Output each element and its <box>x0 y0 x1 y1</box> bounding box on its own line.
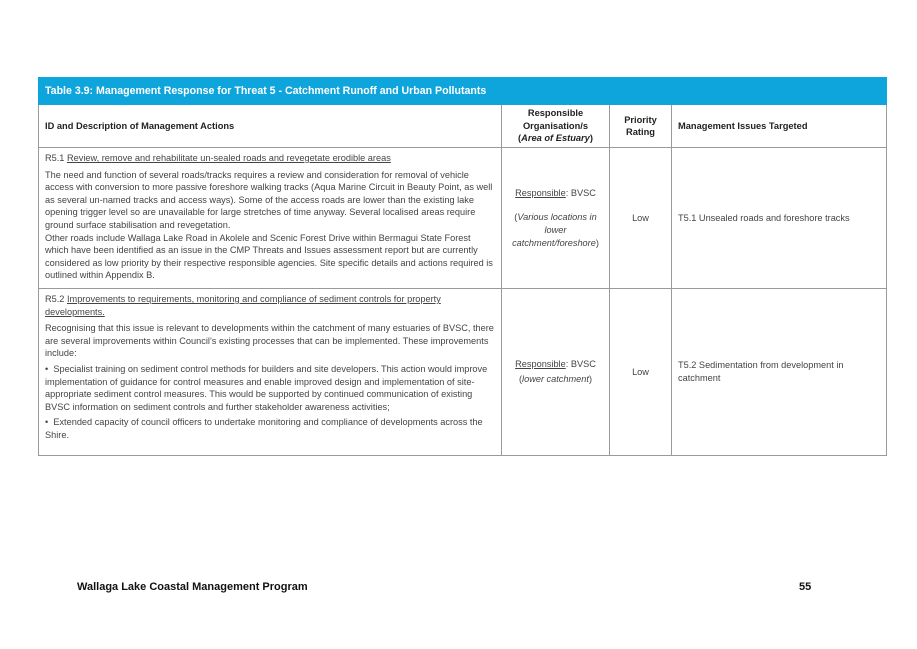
header-priority: Priority Rating <box>610 105 672 148</box>
header-responsible-line2: Organisation/s <box>522 120 589 131</box>
header-responsible-line1: Responsible <box>527 108 584 119</box>
table-row <box>39 288 887 455</box>
action-paragraph: The need and function of several roads/tracks requires a review and consideration for removal of vehicle access with conversion to more passive foreshore walking tracks (Aqua Marine Circuit in Beauty Point, as well as several un-named tracks and access ways). Some of the access roads are lower than the existing lake opening trigger level so are unavailable for large stretches of time anyway. Several localised areas require ground surface stabilisation and revegetation. <box>45 169 493 230</box>
action-heading: R5.2 Improvements to requirements, monitoring and compliance of sediment controls for property developments. <box>45 293 441 317</box>
table-header-row <box>39 105 887 148</box>
issue-targeted: T5.2 Sedimentation from development in catchment <box>672 288 887 455</box>
priority-rating: Low <box>610 288 672 455</box>
footer-page-number: 55 <box>799 581 812 593</box>
responsible-organisation: Responsible: BVSC (lower catchment) <box>502 288 610 455</box>
action-paragraph: Recognising that this issue is relevant to developments within the catchment of many estuaries of BVSC, there are several improvements within Council’s existing processes that can be implemented. These improvements include: <box>45 323 494 359</box>
priority-rating: Low <box>610 148 672 289</box>
header-issues: Management Issues Targeted <box>672 105 887 148</box>
header-id-description: ID and Description of Management Actions <box>39 105 502 148</box>
table-row <box>39 148 887 289</box>
table-title-row <box>39 78 887 105</box>
action-heading: R5.1 Review, remove and rehabilitate un-sealed roads and revegetate erodible areas <box>45 153 391 163</box>
action-description <box>39 148 502 289</box>
action-paragraph: Other roads include Wallaga Lake Road in Akolele and Scenic Forest Drive within Bermagui State Forest which have been identified as an issue in the CMP Threats and Issues assessment report but are currently considered as low priority by their respective responsible agencies. Site specific details and actions required is outlined within Appendix B. <box>45 232 493 281</box>
management-response-table <box>38 77 887 456</box>
action-bullet: • Specialist training on sediment control methods for builders and site developers. This action would improve implementation of guidance for control measures and enable improved design and implementation of site-appropriate sediment control measures. This would be supported by continued communication of existing BVSC information on sediment controls and further stakeholder awareness activities; <box>45 363 488 412</box>
table-title: Table 3.9: Management Response for Threat 5 - Catchment Runoff and Urban Pollutants <box>39 78 887 105</box>
issue-targeted: T5.1 Unsealed roads and foreshore tracks <box>672 148 887 289</box>
action-bullet: • Extended capacity of council officers to undertake monitoring and compliance of developments across the Shire. <box>45 417 483 440</box>
footer-document-title: Wallaga Lake Coastal Management Program <box>77 581 308 593</box>
action-description <box>39 288 502 455</box>
header-responsible-area: Area of Estuary <box>521 133 590 144</box>
header-responsible: Responsible Organisation/s (Area of Estuary) <box>502 105 610 148</box>
responsible-organisation: Responsible: BVSC (Various locations in lower catchment/foreshore) <box>502 148 610 289</box>
